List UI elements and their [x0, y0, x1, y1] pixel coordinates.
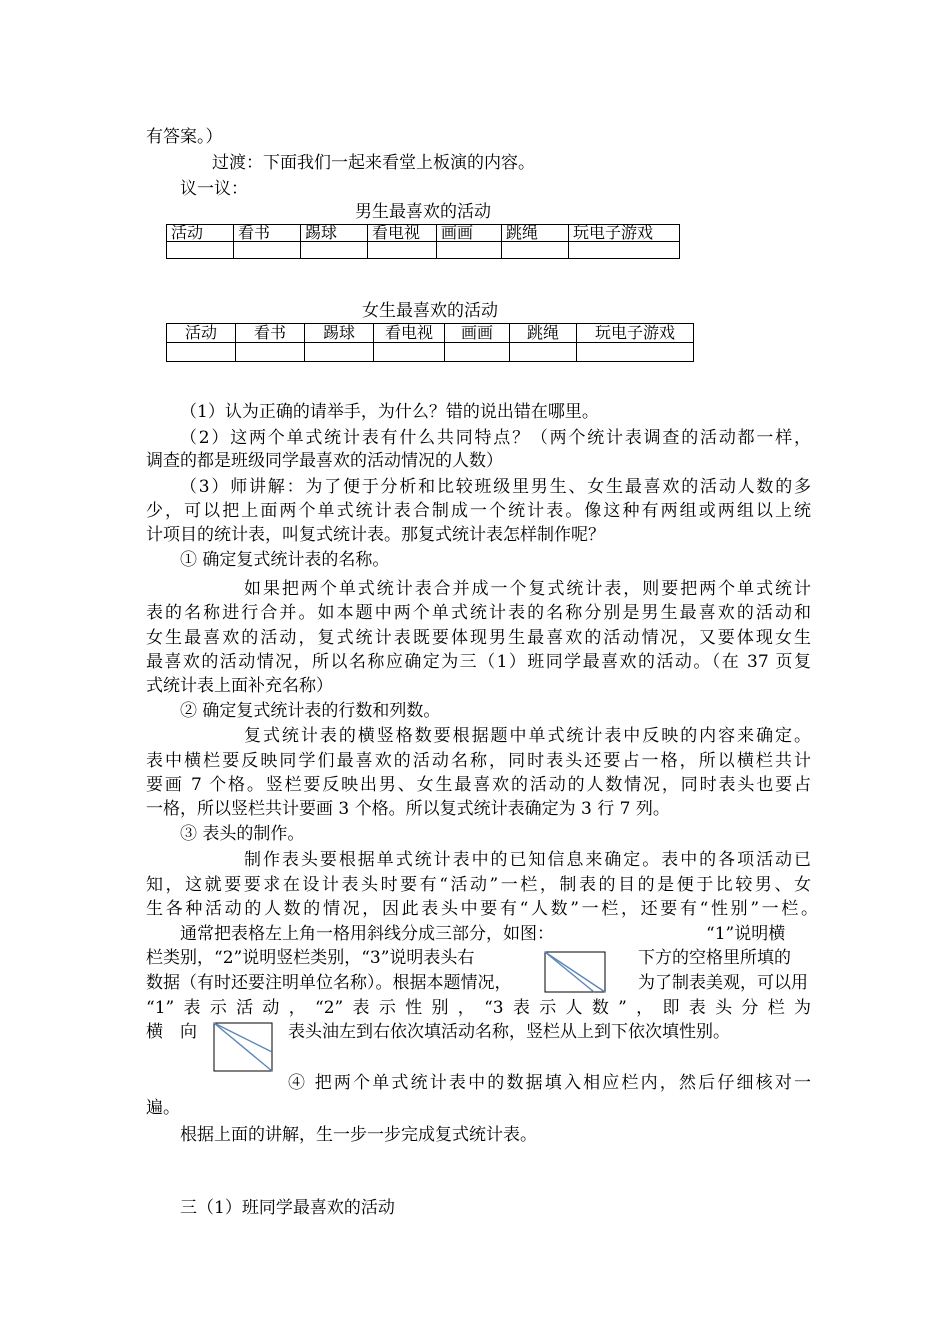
- table-cell: 玩电子游戏: [577, 324, 694, 343]
- table-cell: [305, 343, 374, 362]
- table-header-diagram: [213, 1022, 273, 1072]
- text-line: 少，可以把上面两个单式统计表合制成一个统计表。像这种有两组或两组以上统: [146, 501, 811, 521]
- table-cell: 踢球: [305, 324, 374, 343]
- table-cell: 看电视: [368, 225, 437, 242]
- table-cell: [437, 242, 502, 259]
- text-line: 调查的都是班级同学最喜欢的活动情况的人数）: [146, 451, 503, 471]
- table-cell: 跳绳: [502, 225, 569, 242]
- table-cell: [301, 242, 368, 259]
- text-line: 制作表头要根据单式统计表中的已知信息来确定。表中的各项活动已: [244, 850, 811, 870]
- table-cell: [167, 242, 234, 259]
- table-caption-girls: 女生最喜欢的活动: [362, 301, 498, 321]
- table-cell: 看电视: [374, 324, 445, 343]
- text-line: （3）师讲解：为了便于分析和比较班级里男生、女生最喜欢的活动人数的多: [180, 477, 811, 497]
- text-line: 为了制表美观，可以用: [638, 973, 808, 993]
- table-header-row: [167, 324, 694, 343]
- text-line: ① 确定复式统计表的名称。: [180, 550, 390, 570]
- table-cell: 活动: [167, 324, 236, 343]
- table-cell: [577, 343, 694, 362]
- girls-activity-table: [166, 323, 694, 362]
- text-line: 遍。: [146, 1098, 180, 1118]
- table-cell: [510, 343, 577, 362]
- text-line: 表中横栏要反映同学们最喜欢的活动名称，同时表头还要占一格，所以横栏共计: [146, 751, 811, 771]
- text-line: 议一议：: [180, 179, 248, 199]
- table-cell: [167, 343, 236, 362]
- table-cell: 画画: [437, 225, 502, 242]
- text-line: 最喜欢的活动情况，所以名称应确定为三（1）班同学最喜欢的活动。（在 37 页复: [146, 652, 811, 672]
- table-header-diagram: [544, 951, 606, 993]
- text-line: 横 向: [146, 1022, 197, 1042]
- table-cell: [368, 242, 437, 259]
- table-empty-row: [167, 343, 694, 362]
- text-line: 三（1）班同学最喜欢的活动: [180, 1198, 395, 1218]
- text-line: 计项目的统计表，叫复式统计表。那复式统计表怎样制作呢？: [146, 525, 605, 545]
- table-cell: [569, 242, 680, 259]
- table-header-row: [167, 225, 680, 242]
- text-line: 表的名称进行合并。如本题中两个单式统计表的名称分别是男生最喜欢的活动和: [146, 603, 811, 623]
- table-cell: [445, 343, 510, 362]
- text-line: “1”表示活动，“2”表示性别，“3表示人数”，即表头分栏为: [146, 998, 811, 1018]
- table-cell: 踢球: [301, 225, 368, 242]
- table-caption-boys: 男生最喜欢的活动: [355, 202, 491, 222]
- text-line: 要画 7 个格。竖栏要反映出男、女生最喜欢的活动的人数情况，同时表头也要占: [146, 775, 811, 795]
- text-line: 过渡：下面我们一起来看堂上板演的内容。: [212, 153, 535, 173]
- text-line: （1）认为正确的请举手，为什么？错的说出错在哪里。: [180, 402, 599, 422]
- text-line: 栏类别，“2”说明竖栏类别，“3”说明表头右: [146, 948, 475, 968]
- table-cell: 看书: [236, 324, 305, 343]
- text-line: （2）这两个单式统计表有什么共同特点？（两个统计表调查的活动都一样，: [180, 428, 811, 448]
- table-cell: 画画: [445, 324, 510, 343]
- table-cell: [236, 343, 305, 362]
- text-line: 表头油左到右依次填活动名称，竖栏从上到下依次填性别。: [288, 1022, 730, 1042]
- table-empty-row: [167, 242, 680, 259]
- table-cell: 跳绳: [510, 324, 577, 343]
- text-line: 如果把两个单式统计表合并成一个复式统计表，则要把两个单式统计: [244, 579, 811, 599]
- text-line: 式统计表上面补充名称）: [146, 676, 333, 696]
- text-line: 复式统计表的横竖格数要根据题中单式统计表中反映的内容来确定。: [244, 726, 811, 746]
- table-cell: [374, 343, 445, 362]
- text-line: ③ 表头的制作。: [180, 824, 305, 844]
- table-cell: 玩电子游戏: [569, 225, 680, 242]
- table-cell: [502, 242, 569, 259]
- table-cell: 看书: [234, 225, 301, 242]
- boys-activity-table: [166, 224, 680, 259]
- table-cell: [234, 242, 301, 259]
- text-line: 下方的空格里所填的: [638, 948, 791, 968]
- text-line: 通常把表格左上角一格用斜线分成三部分，如图：: [180, 924, 554, 944]
- text-line: 数据（有时还要注明单位名称）。根据本题情况，: [146, 973, 512, 993]
- text-line: 知，这就要要求在设计表头时要有“活动”一栏，制表的目的是便于比较男、女: [146, 875, 811, 895]
- text-line: 一格，所以竖栏共计要画 3 个格。所以复式统计表确定为 3 行 7 列。: [146, 799, 670, 819]
- text-line: 女生最喜欢的活动，复式统计表既要体现男生最喜欢的活动情况，又要体现女生: [146, 628, 811, 648]
- text-line: ④ 把两个单式统计表中的数据填入相应栏内，然后仔细核对一: [288, 1073, 811, 1093]
- text-line: ② 确定复式统计表的行数和列数。: [180, 701, 441, 721]
- text-line: 生各种活动的人数的情况，因此表头中要有“人数”一栏，还要有“性别”一栏。: [146, 899, 818, 919]
- text-line: 有答案。）: [146, 127, 223, 147]
- table-cell: 活动: [167, 225, 234, 242]
- text-line: 根据上面的讲解，生一步一步完成复式统计表。: [180, 1125, 537, 1145]
- text-line: “1”说明横: [706, 924, 786, 944]
